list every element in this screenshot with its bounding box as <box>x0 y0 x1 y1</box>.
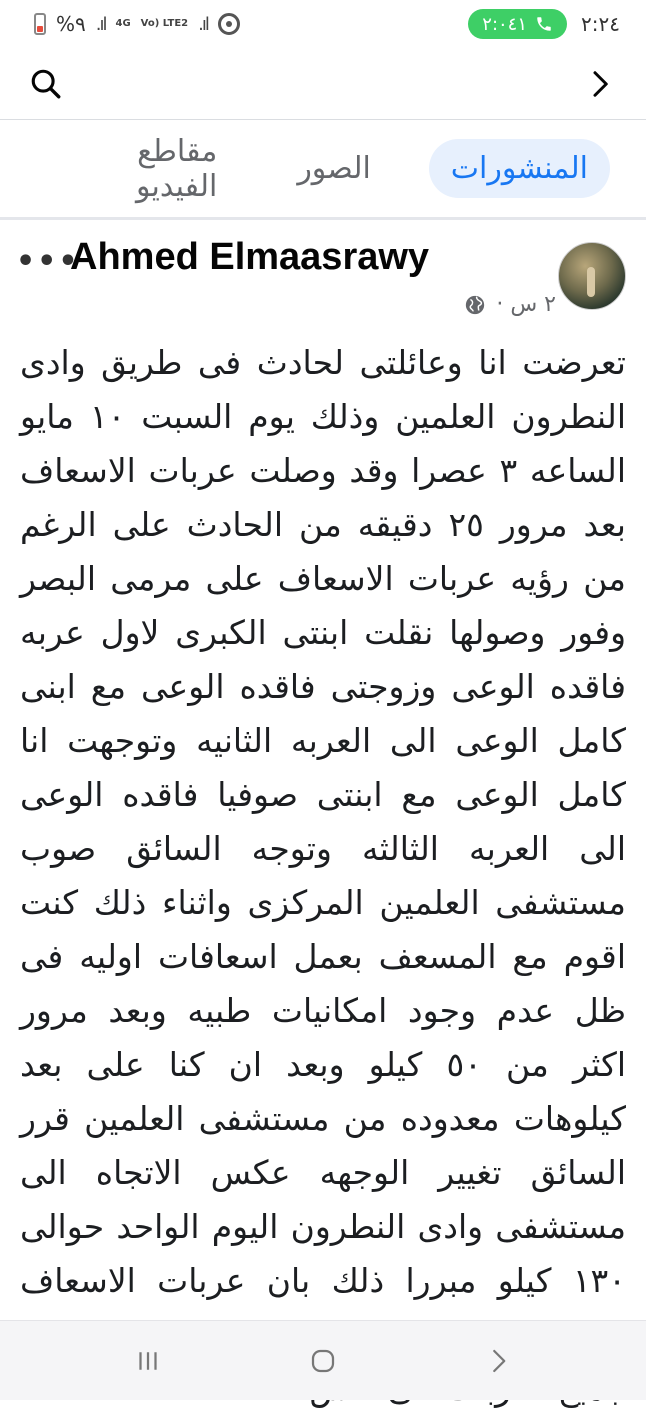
status-left <box>34 12 240 36</box>
signal-icon-2: .ıl <box>198 13 208 35</box>
tab-photos[interactable]: الصور <box>297 151 371 186</box>
phone-icon <box>535 15 553 33</box>
recents-icon <box>133 1346 163 1376</box>
post-time[interactable]: ٢ س · <box>496 292 556 317</box>
top-nav <box>0 48 646 120</box>
avatar[interactable] <box>558 242 626 310</box>
recents-button[interactable] <box>118 1331 178 1391</box>
battery-percent: %٩ <box>56 12 86 36</box>
post-meta <box>464 292 556 317</box>
globe-icon <box>464 294 486 316</box>
forward-button[interactable] <box>580 64 620 104</box>
home-button[interactable] <box>293 1331 353 1391</box>
tab-posts[interactable]: المنشورات <box>429 139 610 198</box>
tab-videos[interactable]: مقاطع الفيديو <box>136 133 218 204</box>
network-type <box>116 19 131 29</box>
author-name[interactable]: Ahmed Elmaasrawy <box>70 236 430 278</box>
status-bar <box>0 0 646 48</box>
profile-tabs <box>0 120 646 220</box>
search-button[interactable] <box>26 64 66 104</box>
search-icon <box>29 67 63 101</box>
post-body: تعرضت انا وعائلتى لحادث فى طريق وادى النطرون العلمين وذلك يوم السبت ١٠ مايو الساعه ٣ عصرا وقد وصلت عربات الاسعاف بعد مرور ٢٥ دقيقه من الحادث على الرغم من رؤيه عربات الاسعاف على مرمى البصر وفور وصولها نقلت ابنتى الكبرى لاول عربه فاقده الوعى وزوجتى فاقده الوعى مع ابنى كامل الوعى الى العربه الثانيه وتوجهت انا كامل الوعى مع ابنتى صوفيا فاقده الوعى الى العربه الثالثه وتوجه السائق صوب مستشفى العلمين المركزى واثناء ذلك كنت اقوم مع المسعف بعمل اسعافات اوليه فى ظل عدم وجود امكانيات طبيه وبعد مرور اكثر من ٥٠ كيلو وبعد ان كنا على بعد كيلوهات معدوده من مستشفى العلمين قرر السائق تغيير الوجهه عكس الاتجاه الى مستشفى وادى النطرون اليوم الواحد حوالى ١٣٠ كيلو مبررا ذلك بان عربات الاسعاف <box>20 343 626 1300</box>
back-icon <box>483 1346 513 1376</box>
network-type-label: 4G <box>115 18 131 29</box>
network-type-secondary <box>141 19 188 29</box>
status-right <box>468 9 620 39</box>
battery-icon <box>34 13 46 35</box>
system-nav-bar <box>0 1320 646 1400</box>
chevron-right-icon <box>585 69 615 99</box>
more-horizontal-icon[interactable]: ••• <box>16 244 80 279</box>
call-time: ٢:٠٤١ <box>482 13 528 35</box>
hotspot-icon <box>218 13 240 35</box>
signal-icon: .ıl <box>95 13 106 35</box>
call-indicator[interactable] <box>468 9 567 39</box>
back-button[interactable] <box>468 1331 528 1391</box>
clock: ٢:٢٤ <box>581 12 620 36</box>
network-type2-label: Vo) LTE2 <box>140 18 189 29</box>
home-icon <box>308 1346 338 1376</box>
post-header <box>0 222 646 332</box>
